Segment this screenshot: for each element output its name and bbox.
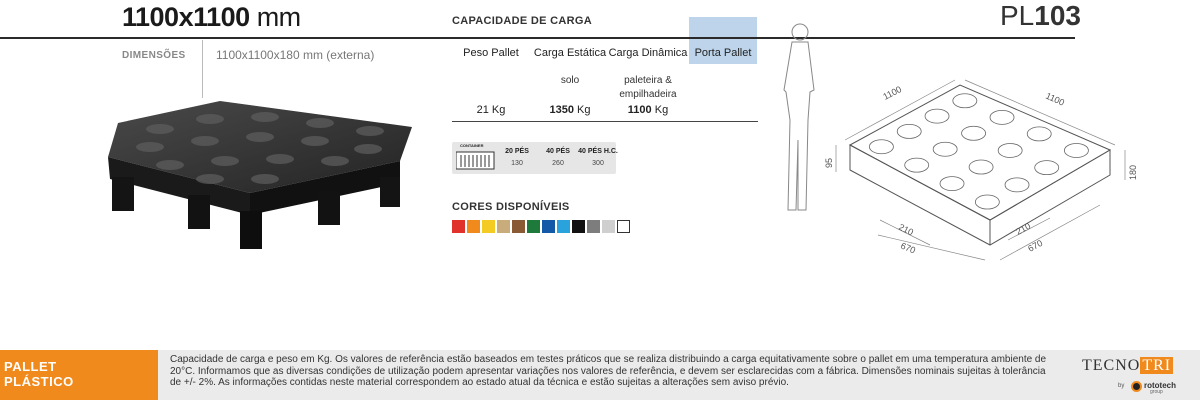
deck-cell (1064, 143, 1088, 157)
col-carga-dinamica (608, 46, 688, 116)
deck-cell (1035, 161, 1059, 175)
rototech-logo-icon (1131, 381, 1142, 392)
deck-cell (953, 94, 977, 108)
color-swatch (467, 220, 480, 233)
dim-top-right: 1100 (1044, 90, 1066, 108)
color-swatch (587, 220, 600, 233)
container-icon-label: CONTAINER (460, 143, 484, 148)
col-carga-estatica (530, 46, 610, 116)
col-header: Carga Dinâmica (608, 47, 688, 59)
col-header: Carga Estática (533, 47, 607, 59)
deck-cell (962, 126, 986, 140)
dimensions-separator (202, 40, 203, 98)
deck-cell (933, 142, 957, 156)
dim-bottom-right-outer: 670 (1026, 237, 1045, 254)
technical-drawing (780, 20, 1140, 290)
human-scale-icon (784, 24, 814, 210)
deck-cell (969, 160, 993, 174)
dim-top-left: 1100 (881, 84, 904, 102)
col-peso-pallet (452, 46, 530, 116)
col-value: 21 Kg (476, 104, 506, 116)
col-porta-pallet (689, 46, 757, 74)
dim-bottom-left-inner: 210 (897, 221, 916, 238)
deck-cell (1005, 178, 1029, 192)
color-swatch (602, 220, 615, 233)
dim-bottom-right-inner: 210 (1014, 220, 1033, 237)
container-col-40hc: 40 PÉS H.C. 300 (578, 148, 618, 167)
deck-cell (998, 143, 1022, 157)
dim-height-right: 180 (1128, 164, 1138, 180)
container-col-20: 20 PÉS 130 (505, 148, 529, 167)
deck-cell (940, 177, 964, 191)
color-swatch (452, 220, 465, 233)
dimensions-label: DIMENSÕES (122, 50, 186, 61)
container-col-40: 40 PÉS 260 (546, 148, 570, 167)
colors-title: CORES DISPONÍVEIS (452, 201, 570, 213)
deck-cell (1027, 127, 1051, 141)
col-header: Porta Pallet (694, 47, 752, 59)
color-swatch (572, 220, 585, 233)
color-swatch (527, 220, 540, 233)
dim-bottom-left-outer: 670 (899, 240, 917, 256)
col-sub (452, 74, 530, 104)
dim-height-left: 95 (824, 157, 834, 168)
table-divider (452, 121, 758, 122)
deck-cell (897, 124, 921, 138)
col-value: 1100 Kg (627, 104, 669, 116)
brand-logo: TECNO TRI by rototech group (1082, 357, 1176, 395)
container-icon (456, 148, 496, 170)
col-header: Peso Pallet (463, 47, 519, 59)
deck-cell (925, 109, 949, 123)
pallet-photo (100, 95, 430, 255)
deck-cell (975, 195, 999, 209)
col-value: 1350 Kg (549, 104, 591, 116)
deck-cell (905, 158, 929, 172)
col-sub: paleteira & empilhadeira (619, 75, 677, 100)
color-swatch (542, 220, 555, 233)
color-swatch (512, 220, 525, 233)
model-code: PL103 (1000, 0, 1081, 31)
deck-cell (869, 140, 893, 154)
color-swatch (617, 220, 630, 233)
footer-disclaimer: Capacidade de carga e peso em Kg. Os valores de referência estão baseados em testes práticos que se realiza distribuindo a carga equitativamente sobre o pallet em uma temperatura ambiente de 20°C. Informamos que as diversas condições de utilização podem apresentar variações nos valores de referência, e devem ser esclarecidas com a fábrica. Dimensões nominais sujeitas à tolerância de +/- 2%. As informações contidas neste material correspondem ao estado atual da técnica e estão sujeitas a alterações sem aviso prévio. (170, 354, 1047, 388)
color-swatch (497, 220, 510, 233)
color-swatch (557, 220, 570, 233)
deck-cell (990, 110, 1014, 124)
color-swatch (482, 220, 495, 233)
pallet-size-title: 1100x1100 mm (122, 2, 301, 32)
col-sub: solo (560, 75, 580, 86)
color-swatches (452, 220, 630, 233)
capacity-title: CAPACIDADE DE CARGA (452, 15, 592, 27)
footer-category-label: PALLET PLÁSTICO (0, 350, 158, 400)
dimensions-value: 1100x1100x180 mm (externa) (216, 48, 375, 62)
